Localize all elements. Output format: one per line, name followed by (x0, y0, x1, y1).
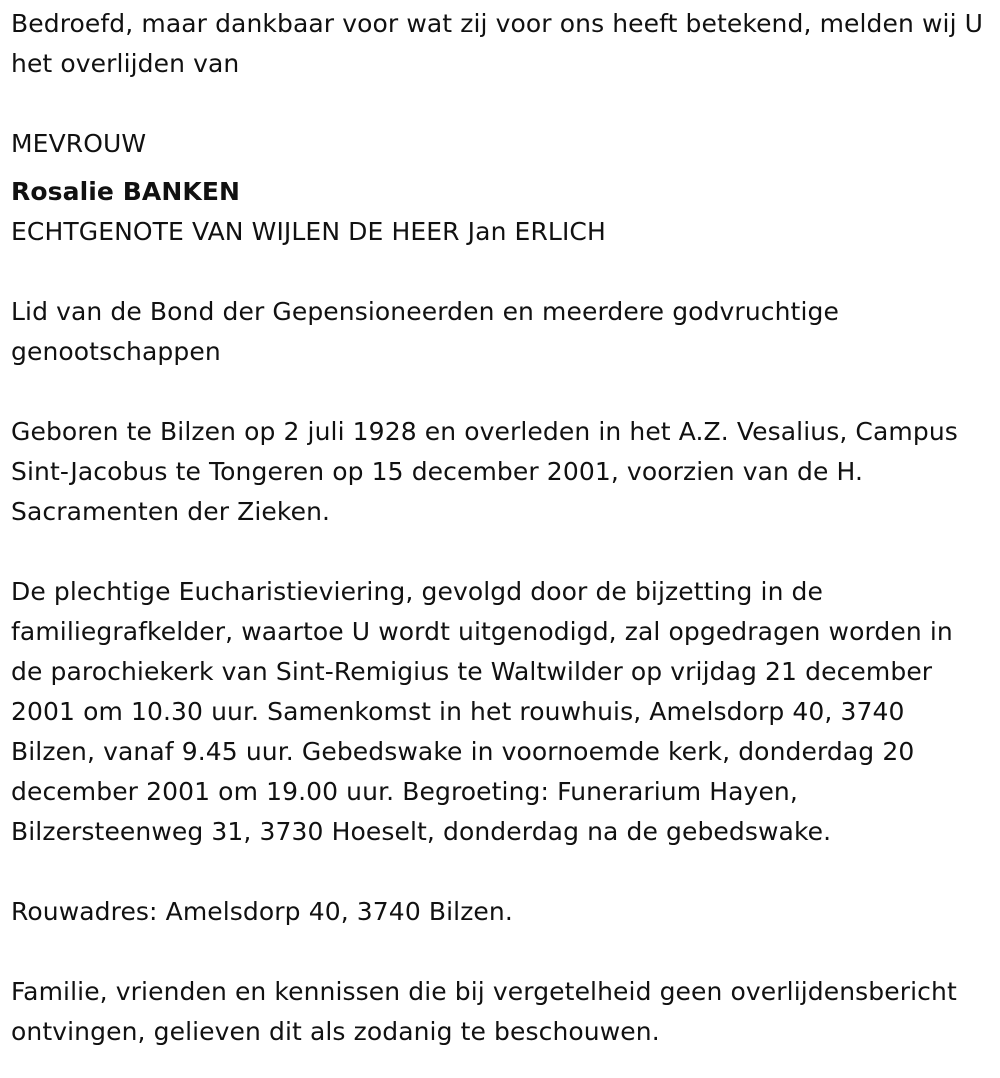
spacer (11, 532, 991, 572)
deceased-name: Rosalie BANKEN (11, 177, 241, 206)
spacer (11, 932, 991, 972)
honorific-title: MEVROUW (11, 129, 147, 158)
death-notice (11, 4, 991, 1052)
spacer (11, 164, 991, 172)
birth-death-paragraph: Geboren te Bilzen op 2 juli 1928 en overleden in het A.Z. Vesalius, Campus Sint-Jacobus te Tongeren op 15 december 2001, voorzien van de H. Sacramenten der Zieken. (11, 417, 958, 526)
spacer (11, 372, 991, 412)
mourning-address: Rouwadres: Amelsdorp 40, 3740 Bilzen. (11, 897, 513, 926)
spacer (11, 852, 991, 892)
ceremony-paragraph: De plechtige Eucharistieviering, gevolgd door de bijzetting in de familiegrafkelder, waartoe U wordt uitgenodigd, zal opgedragen worden in de parochiekerk van Sint-Remigius te Waltwilder op vrijdag 21 december 2001 om 10.30 uur. Samenkomst in het rouwhuis, Amelsdorp 40, 3740 Bilzen, vanaf 9.45 uur. Gebedswake in voornoemde kerk, donderdag 20 december 2001 om 19.00 uur. Begroeting: Funerarium Hayen, Bilzersteenweg 31, 3730 Hoeselt, donderdag na de gebedswake. (11, 577, 953, 846)
closing-paragraph: Familie, vrienden en kennissen die bij vergetelheid geen overlijdensbericht ontvingen, gelieven dit als zodanig te beschouwen. (11, 977, 957, 1046)
spacer (11, 84, 991, 124)
spacer (11, 252, 991, 292)
spouse-line: ECHTGENOTE VAN WIJLEN DE HEER Jan ERLICH (11, 217, 606, 246)
intro-paragraph: Bedroefd, maar dankbaar voor wat zij voor ons heeft betekend, melden wij U het overlijden van (11, 9, 984, 78)
membership-paragraph: Lid van de Bond der Gepensioneerden en meerdere godvruchtige genootschappen (11, 297, 839, 366)
